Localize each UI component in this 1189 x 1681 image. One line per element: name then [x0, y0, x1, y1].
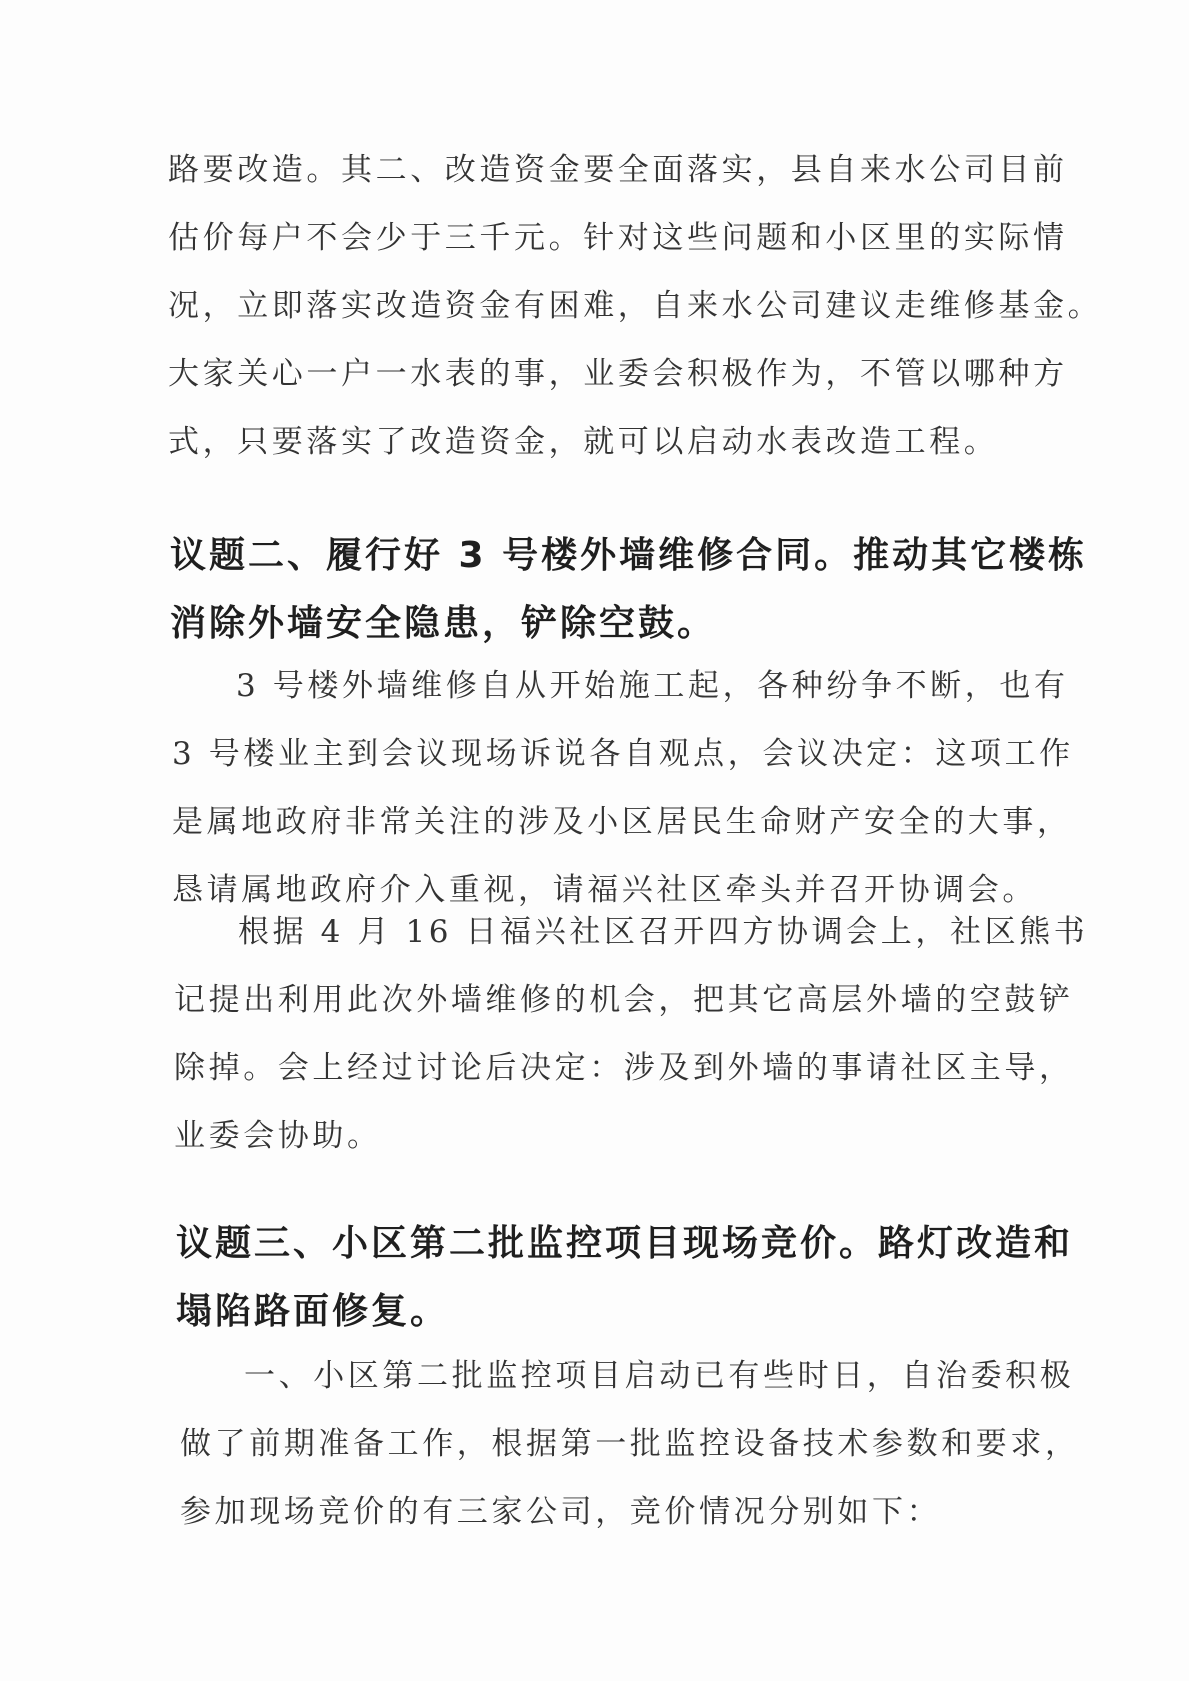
- topic2-para2-line-2: 记提出利用此次外墙维修的机会，把其它高层外墙的空鼓铲: [174, 982, 1074, 1018]
- topic3-para1-line-2: 做了前期准备工作，根据第一批监控设备技术参数和要求，: [180, 1426, 1080, 1462]
- topic2-para2-line-3: 除掉。会上经过讨论后决定：涉及到外墙的事请社区主导，: [174, 1050, 1074, 1086]
- topic3-heading-line-2: 塌陷路面修复。: [176, 1291, 450, 1332]
- topic2-para1-line-1: 3 号楼外墙维修自从开始施工起，各种纷争不断，也有: [236, 668, 1069, 704]
- topic3-para1-line-3: 参加现场竞价的有三家公司，竞价情况分别如下：: [180, 1494, 942, 1530]
- intro-line-5: 式，只要落实了改造资金，就可以启动水表改造工程。: [168, 424, 999, 460]
- topic2-para1-line-3: 是属地政府非常关注的涉及小区居民生命财产安全的大事，: [172, 804, 1072, 840]
- intro-line-3: 况，立即落实改造资金有困难，自来水公司建议走维修基金。: [168, 288, 1103, 324]
- topic2-heading-line-2: 消除外墙安全隐患，铲除空鼓。: [170, 603, 717, 644]
- intro-line-2: 估价每户不会少于三千元。针对这些问题和小区里的实际情: [168, 220, 1068, 256]
- topic2-para2-line-1: 根据 4 月 16 日福兴社区召开四方协调会上，社区熊书: [238, 914, 1089, 950]
- topic2-heading-line-1: 议题二、履行好 3 号楼外墙维修合同。推动其它楼栋: [170, 535, 1088, 576]
- topic3-para1-line-1: 一、小区第二批监控项目启动已有些时日，自治委积极: [244, 1358, 1075, 1394]
- intro-line-1: 路要改造。其二、改造资金要全面落实，县自来水公司目前: [168, 152, 1068, 188]
- topic2-para2-line-4: 业委会协助。: [174, 1118, 382, 1154]
- topic3-heading-line-1: 议题三、小区第二批监控项目现场竞价。路灯改造和: [176, 1223, 1074, 1264]
- topic2-para1-line-4: 恳请属地政府介入重视，请福兴社区牵头并召开协调会。: [172, 872, 1037, 908]
- topic2-para1-line-2: 3 号楼业主到会议现场诉说各自观点，会议决定：这项工作: [172, 736, 1074, 772]
- intro-line-4: 大家关心一户一水表的事，业委会积极作为，不管以哪种方: [168, 356, 1068, 392]
